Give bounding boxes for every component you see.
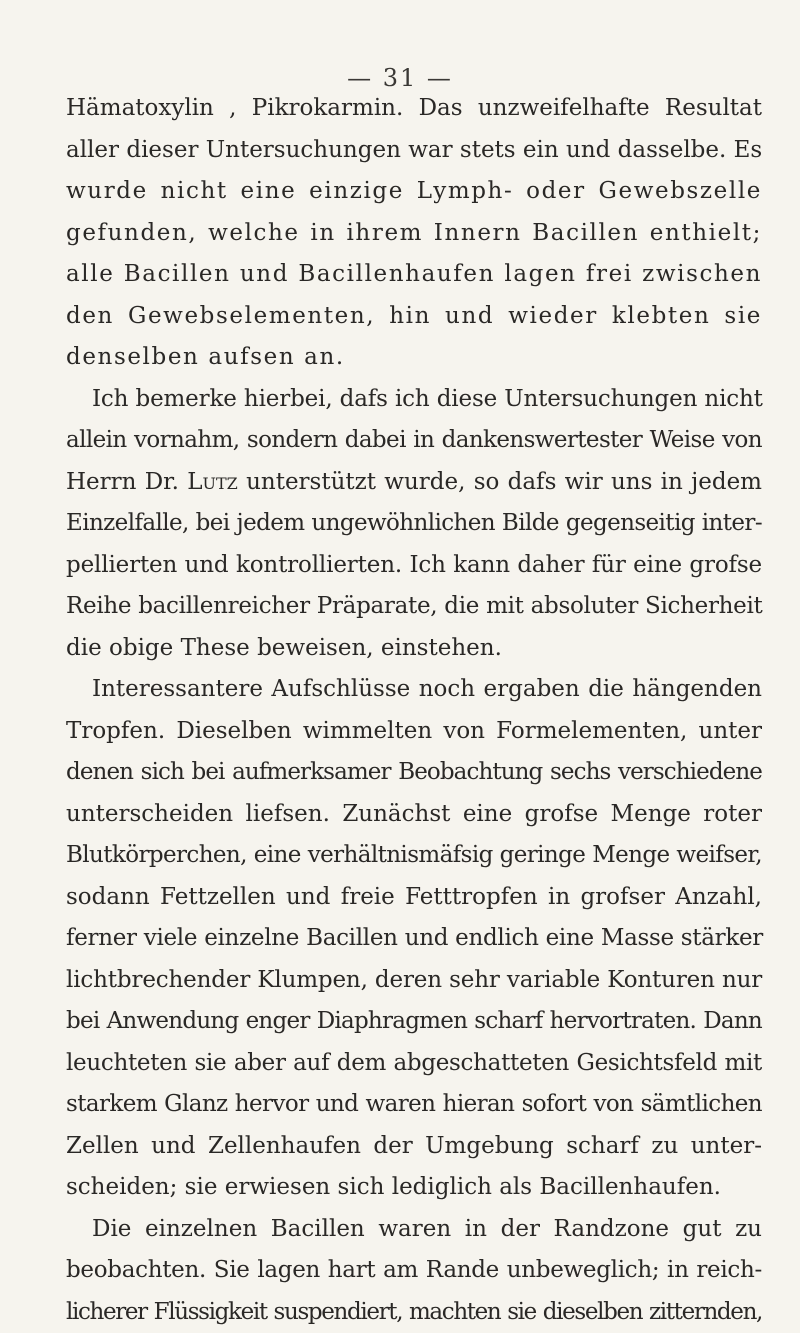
text-line-with-name [66, 462, 762, 504]
person-name: Lutz [187, 469, 238, 495]
text-line: Reihe bacillenreicher Präparate, die mit absoluter Sicherheit [66, 586, 762, 628]
text-line: Hämatoxylin , Pikrokarmin. Das unzweifelhafte Resultat [66, 88, 762, 130]
page-number: — 31 — [0, 64, 800, 92]
text-line: allein vornahm, sondern dabei in dankenswertester Weise von [66, 420, 762, 462]
text-line: bei Anwendung enger Diaphragmen scharf hervortraten. Dann [66, 1001, 762, 1043]
text-line: Die einzelnen Bacillen waren in der Randzone gut zu [66, 1209, 762, 1251]
text-line: Zellen und Zellenhaufen der Umgebung scharf zu unter- [66, 1126, 762, 1168]
text-line: ferner viele einzelne Bacillen und endlich eine Masse stärker [66, 918, 762, 960]
text-line: Tropfen. Dieselben wimmelten von Formelementen, unter [66, 711, 762, 753]
text-line: Ich bemerke hierbei, dafs ich diese Untersuchungen nicht [66, 379, 762, 421]
text-line: denen sich bei aufmerksamer Beobachtung sechs verschiedene [66, 752, 762, 794]
paragraph-acknowledgement [66, 379, 762, 670]
body-text [66, 88, 762, 1333]
text-line: denselben aufsen an. [66, 337, 762, 379]
text-line: unterscheiden liefsen. Zunächst eine grofse Menge roter [66, 794, 762, 836]
text-line: sodann Fettzellen und freie Fetttropfen in grofser Anzahl, [66, 877, 762, 919]
text-line: lichtbrechender Klumpen, deren sehr variable Konturen nur [66, 960, 762, 1002]
text-line: beobachten. Sie lagen hart am Rande unbeweglich; in reich- [66, 1250, 762, 1292]
paragraph-hanging-drops [66, 669, 762, 1209]
paragraph-results [66, 88, 762, 379]
text-line: Einzelfalle, bei jedem ungewöhnlichen Bilde gegenseitig inter- [66, 503, 762, 545]
text-line: alle Bacillen und Bacillenhaufen lagen frei zwischen [66, 254, 762, 296]
text-line: leuchteten sie aber auf dem abgeschatteten Gesichtsfeld mit [66, 1043, 762, 1085]
text-line: Interessantere Aufschlüsse noch ergaben die hängenden [66, 669, 762, 711]
text-line: die obige These beweisen, einstehen. [66, 628, 762, 670]
text-line: Blutkörperchen, eine verhältnismäfsig geringe Menge weifser, [66, 835, 762, 877]
text-line: den Gewebselementen, hin und wieder klebten sie [66, 296, 762, 338]
text-line: licherer Flüssigkeit suspendiert, machten sie dieselben zitternden, [66, 1292, 762, 1333]
text-line: scheiden; sie erwiesen sich lediglich als Bacillenhaufen. [66, 1167, 762, 1209]
text-line: starkem Glanz hervor und waren hieran sofort von sämtlichen [66, 1084, 762, 1126]
text-line: gefunden, welche in ihrem Innern Bacillen enthielt; [66, 213, 762, 255]
text-line: wurde nicht eine einzige Lymph- oder Gewebszelle [66, 171, 762, 213]
text-fragment: unterstützt wurde, so dafs wir uns in jedem [246, 469, 762, 495]
paragraph-single-bacilli [66, 1209, 762, 1333]
text-line: aller dieser Untersuchungen war stets ein und dasselbe. Es [66, 130, 762, 172]
text-line: pellierten und kontrollierten. Ich kann daher für eine grofse [66, 545, 762, 587]
text-fragment: Herrn Dr. [66, 469, 179, 495]
